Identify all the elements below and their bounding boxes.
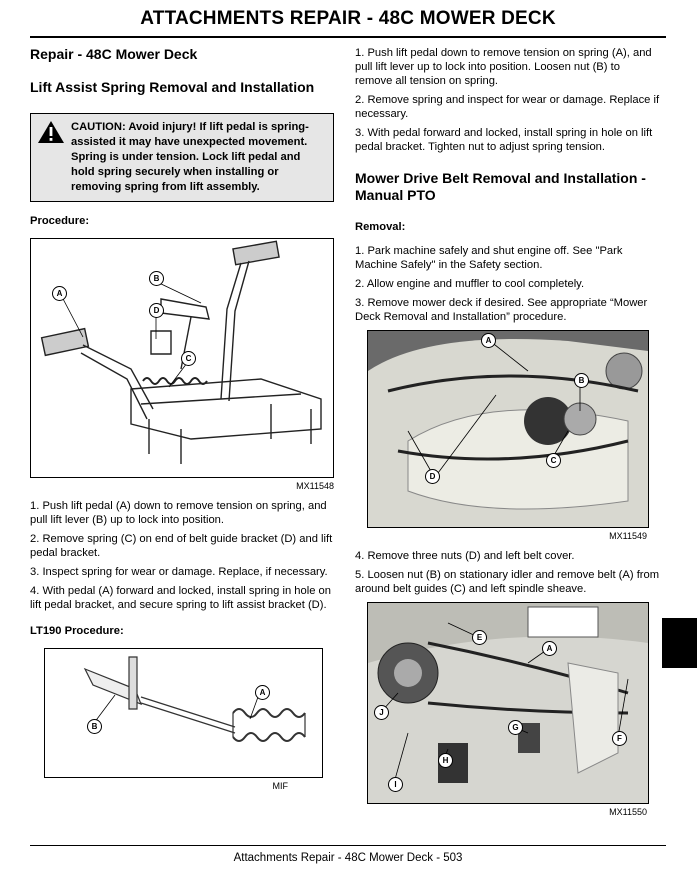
removal-step-2: 2. Allow engine and muffler to cool completely. bbox=[355, 278, 585, 290]
callout-a: A bbox=[542, 641, 557, 656]
subsection-title: Lift Assist Spring Removal and Installation bbox=[30, 79, 315, 95]
callout-a: A bbox=[52, 286, 67, 301]
figure-caption-mx11549: MX11549 bbox=[609, 531, 647, 541]
belt-subsection-title: Mower Drive Belt Removal and Installation - Manual PTO bbox=[355, 170, 646, 203]
right-column bbox=[355, 46, 660, 825]
thumb-tab bbox=[662, 618, 697, 668]
figure-caption-mx11548: MX11548 bbox=[296, 481, 334, 491]
figure-lt190-spring bbox=[44, 648, 323, 778]
page-footer: Attachments Repair - 48C Mower Deck - 503 bbox=[233, 852, 463, 864]
page-header: ATTACHMENTS REPAIR - 48C MOWER DECK bbox=[140, 8, 556, 29]
mid-step-4: 4. Remove three nuts (D) and left belt cover. bbox=[355, 550, 575, 562]
mower-deck-photo bbox=[368, 331, 648, 527]
step-2: 2. Remove spring (C) on end of belt guide bracket (D) and lift pedal bracket. bbox=[30, 533, 333, 559]
callout-b: B bbox=[574, 373, 589, 388]
mid-step-5: 5. Loosen nut (B) on stationary idler and remove belt (A) from around belt guides (C) and left spindle sheave. bbox=[355, 569, 660, 595]
figure-lift-assembly bbox=[30, 238, 334, 478]
step-1: 1. Push lift pedal (A) down to remove tension on spring, and pull lift lever (B) up to lock into position. bbox=[30, 500, 327, 526]
callout-f: F bbox=[612, 731, 627, 746]
step-3: 3. Inspect spring for wear or damage. Replace, if necessary. bbox=[30, 566, 328, 578]
section-title: Repair - 48C Mower Deck bbox=[30, 46, 198, 62]
figure-idler-belt bbox=[367, 602, 649, 804]
callout-b: B bbox=[149, 271, 164, 286]
callout-e: E bbox=[472, 630, 487, 645]
figure-caption-mx11550: MX11550 bbox=[609, 807, 647, 817]
idler-belt-photo bbox=[368, 603, 648, 803]
removal-step-3: 3. Remove mower deck if desired. See appropriate “Mower Deck Removal and Installation” procedure. bbox=[355, 297, 648, 323]
step-4: 4. With pedal (A) forward and locked, install spring in hole on lift pedal bracket, and secure spring to lift assist bracket (D). bbox=[30, 585, 331, 611]
right-step-3: 3. With pedal forward and locked, install spring in hole on lift pedal bracket. Tighten nut to adjust spring tension. bbox=[355, 127, 653, 153]
procedure-label: Procedure: bbox=[30, 215, 90, 227]
callout-c: C bbox=[546, 453, 561, 468]
caution-box bbox=[30, 113, 334, 202]
removal-label: Removal: bbox=[355, 221, 406, 233]
footer-rule bbox=[30, 845, 666, 846]
left-column bbox=[30, 46, 334, 799]
callout-a: A bbox=[255, 685, 270, 700]
figure-caption-mif: MIF bbox=[272, 781, 288, 791]
callout-b: B bbox=[87, 719, 102, 734]
callout-d: D bbox=[149, 303, 164, 318]
right-step-1: 1. Push lift pedal down to remove tension on spring (A), and pull lift lever up to lock into position. Loosen nut (B) to remove all tension on spring. bbox=[355, 47, 652, 87]
header-rule bbox=[30, 36, 666, 38]
lt190-label: LT190 Procedure: bbox=[30, 625, 124, 637]
figure-mower-deck-belt bbox=[367, 330, 649, 528]
callout-c: C bbox=[181, 351, 196, 366]
lt190-spring-drawing bbox=[45, 649, 322, 777]
callout-j: J bbox=[374, 705, 389, 720]
caution-text: Avoid injury! If lift pedal is spring-assisted it may have unexpected movement. Spring is under tension. Lock lift pedal and hold spring securely when installing or removing spring from lift assembly. bbox=[71, 121, 309, 193]
caution-label: CAUTION: bbox=[71, 121, 126, 133]
callout-g: G bbox=[508, 720, 523, 735]
callout-h: H bbox=[438, 753, 453, 768]
warning-triangle-icon bbox=[37, 120, 65, 149]
callout-d: D bbox=[425, 469, 440, 484]
callout-i: I bbox=[388, 777, 403, 792]
callout-a: A bbox=[481, 333, 496, 348]
right-step-2: 2. Remove spring and inspect for wear or damage. Replace if necessary. bbox=[355, 94, 660, 120]
removal-step-1: 1. Park machine safely and shut engine off. See "Park Machine Safely" in the Safety section. bbox=[355, 245, 623, 271]
